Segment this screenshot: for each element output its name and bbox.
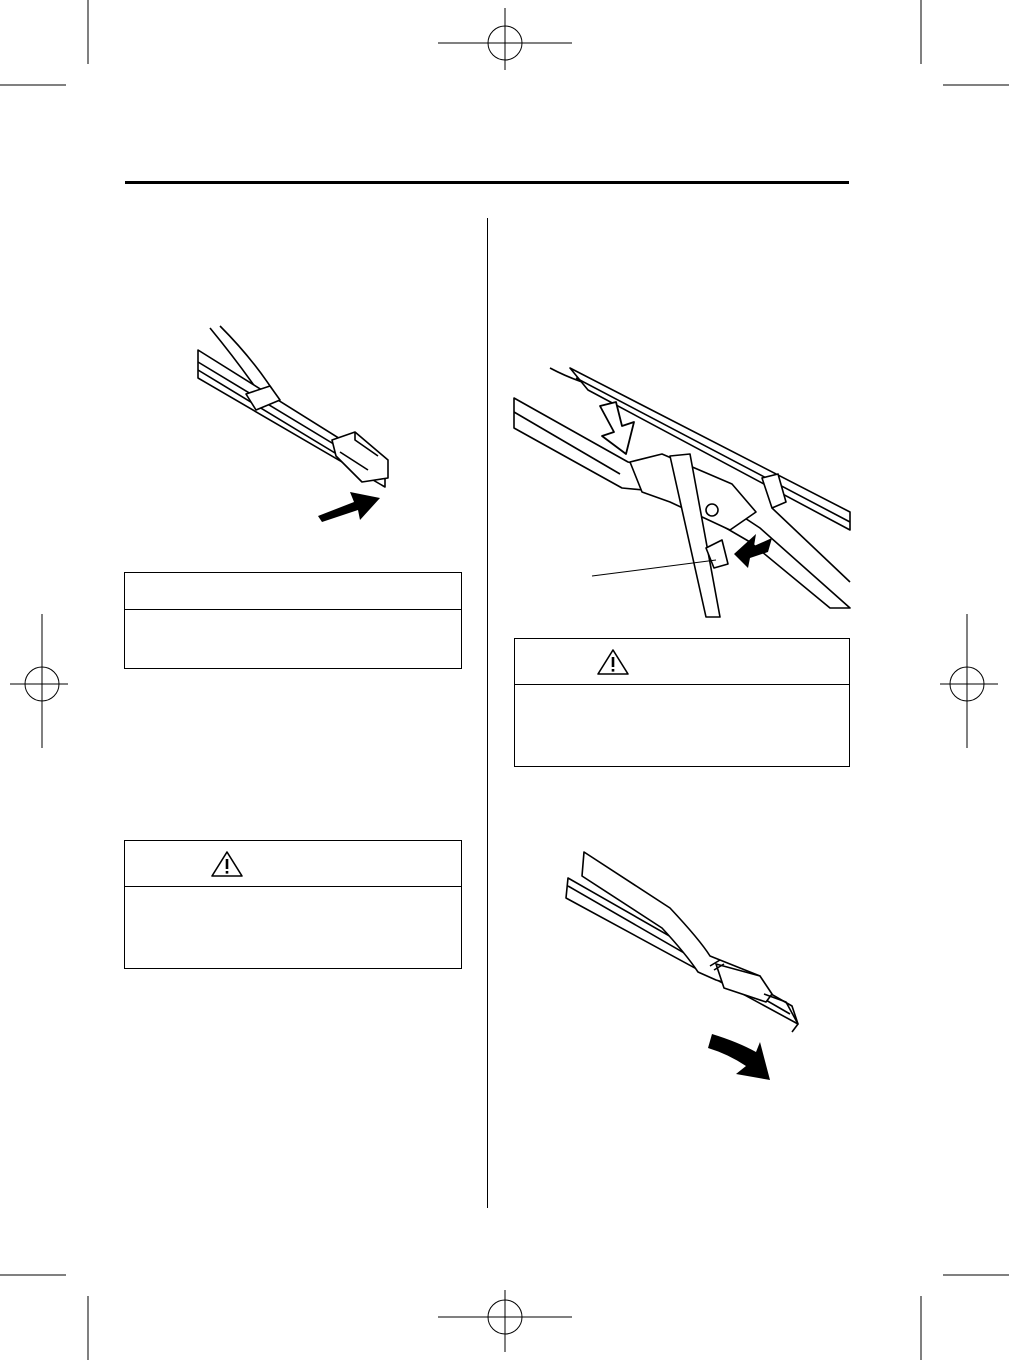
caution-box-left-header: [125, 841, 461, 887]
caution-box-right-header: [515, 639, 849, 685]
column-divider: [487, 218, 488, 1208]
caution-box-right: [514, 638, 850, 767]
warning-triangle-icon: [210, 850, 244, 878]
wiper-arm-release-figure: [510, 362, 855, 624]
caution-box-left: [124, 840, 462, 969]
note-box-header: [125, 573, 461, 610]
warning-triangle-icon: [596, 648, 630, 676]
solid-arrow-icon: [316, 488, 382, 522]
header-rule: [125, 181, 849, 184]
curved-arrow-icon: [708, 1034, 770, 1080]
note-box: [124, 572, 462, 669]
wiper-blade-rotate-figure: [560, 848, 810, 1088]
